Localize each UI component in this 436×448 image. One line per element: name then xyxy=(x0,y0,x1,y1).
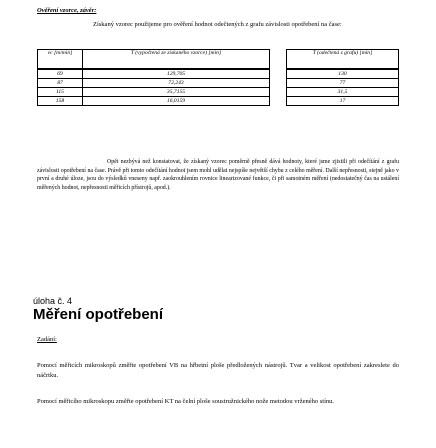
vc-cell: 87 xyxy=(38,79,83,88)
t-graph-cell: 17 xyxy=(287,97,399,106)
t-graph-cell: 130 xyxy=(287,69,399,79)
t-calc-cell: 72,243 xyxy=(83,79,270,88)
table-row xyxy=(38,69,270,79)
t-calc-cell: 16,0159 xyxy=(83,97,270,106)
vc-cell: 69 xyxy=(38,69,83,79)
vc-cell: 158 xyxy=(38,97,83,106)
conclusion-text: Opět nezbývá než konstatovat, že získaný vzorec poměrně přesně dává hodnoty, které jsme zjistili při odečítání z grafu závislosti opotřebení na čase. Právě při tomto odečítání hodnot jsem mohl udělat nejspíše největší chybu z celého měření. Další nepřesnosti, stejně jako v první a druhé úloze, jsou do výsledků vneseny např. zaokrouhlením rovnice linearizované funkce, či při samotném měření (nedostatečný čas na ustálení měřených hodnot, nepřesnosti měřicích přístrojů, apod.). xyxy=(37,159,399,192)
table-row xyxy=(38,97,270,106)
t-calc-cell: 35,7155 xyxy=(83,88,270,97)
col-t-calc-header: T (vypočtená ze získaného vzorce) [min] xyxy=(83,50,270,70)
t-graph-cell: 77 xyxy=(287,79,399,88)
section-heading: Ověření vzorce, závěr: xyxy=(37,7,97,14)
intro-text xyxy=(37,20,397,29)
table-row xyxy=(287,88,399,97)
task-paragraph-1: Pomocí měřicích mikroskopů změřte opotřebení VB na hřbetní ploše předložených nástrojů. Tvar a velikost opotřebení zakreslete do náčrtku. xyxy=(37,362,399,379)
intro-text-content: Získaný vzorec použijeme pro ověření hodnot odečtených z grafu závislosti opotřebení na čase: xyxy=(93,21,342,28)
conclusion-paragraph xyxy=(37,158,399,193)
t-graph-cell: 31,5 xyxy=(287,88,399,97)
assignment-label: Zadání: xyxy=(37,336,57,343)
task-paragraph-2: Pomocí měřicího mikroskopu změřte opotřebení KT na čelní ploše soustružnického nože metodou vrženého stínu. xyxy=(37,398,335,405)
table-row xyxy=(38,88,270,97)
col-t-graph-header: T (odečtená z grafu) [min] xyxy=(287,50,399,70)
col-vc-header: vc [m/min] xyxy=(38,50,83,70)
table-row xyxy=(38,79,270,88)
table-row xyxy=(287,97,399,106)
task-title: Měření opotřebení xyxy=(33,306,164,323)
table-row xyxy=(287,79,399,88)
graph-table xyxy=(286,49,399,106)
vc-cell: 115 xyxy=(38,88,83,97)
calculated-table xyxy=(37,49,270,106)
table-row xyxy=(287,69,399,79)
t-calc-cell: 129,705 xyxy=(83,69,270,79)
task-number: úloha č. 4 xyxy=(33,296,73,306)
